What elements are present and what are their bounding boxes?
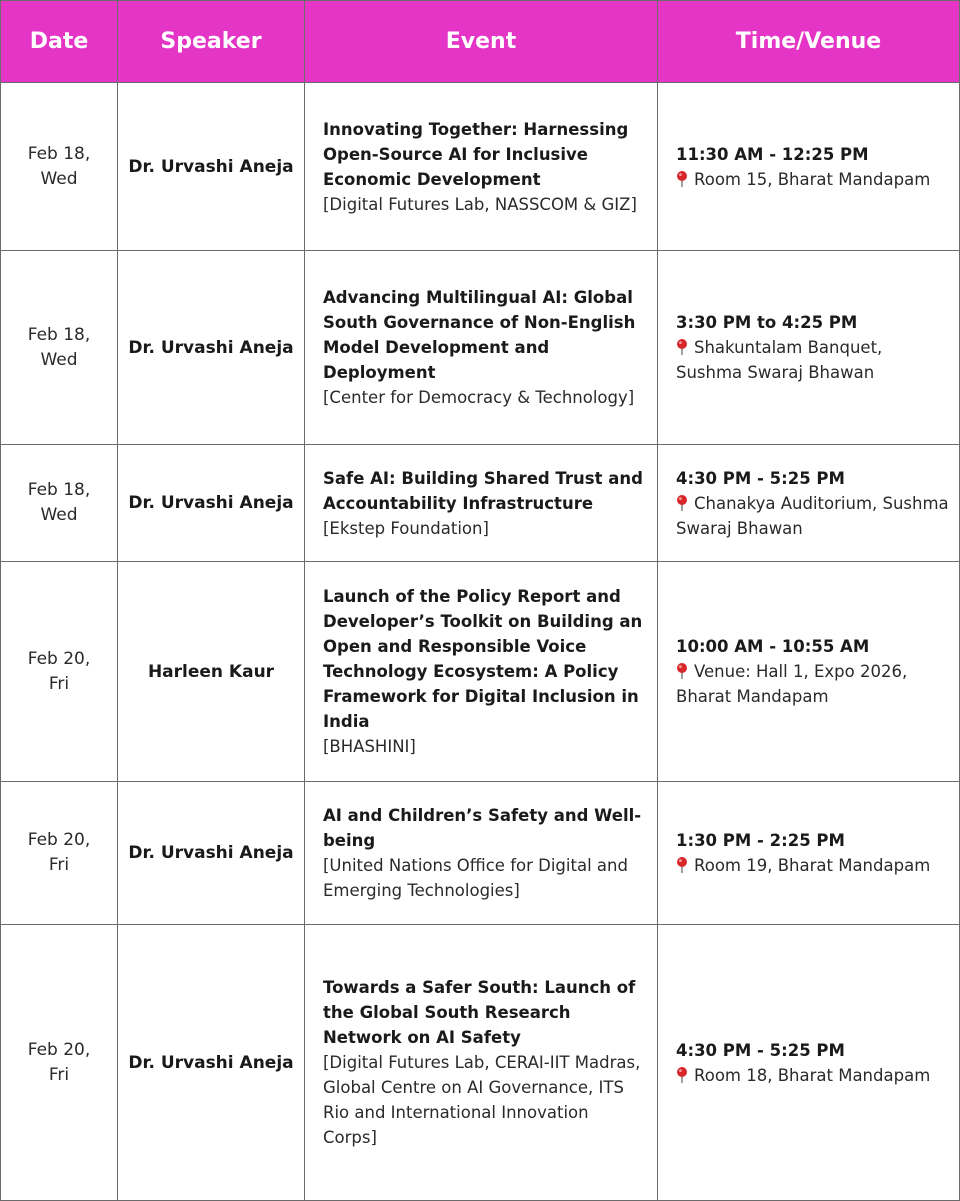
event-venue — [676, 1063, 949, 1088]
time-venue-cell — [658, 925, 960, 1201]
date-cell — [1, 251, 118, 445]
event-time: 10:00 AM - 10:55 AM — [676, 637, 870, 656]
event-venue — [676, 659, 949, 709]
header-date: Date — [1, 1, 118, 83]
event-title: AI and Children’s Safety and Well-being — [323, 806, 642, 850]
pin-icon — [676, 339, 688, 355]
event-venue — [676, 335, 949, 385]
event-venue — [676, 853, 949, 878]
speaker-cell: Dr. Urvashi Aneja — [118, 782, 305, 925]
event-organizer: [Ekstep Foundation] — [323, 518, 489, 538]
date-text: Feb 18, — [27, 143, 91, 164]
event-title: Safe AI: Building Shared Trust and Accountability Infrastructure — [323, 468, 643, 513]
venue-text: Shakuntalam Banquet, Sushma Swaraj Bhawan — [676, 338, 883, 382]
event-cell — [305, 445, 658, 562]
event-cell — [305, 562, 658, 782]
table-row — [1, 83, 960, 251]
weekday-text: Fri — [48, 673, 70, 694]
header-speaker: Speaker — [118, 1, 305, 83]
venue-text: Room 18, Bharat Mandapam — [694, 1065, 931, 1085]
speaker-cell: Dr. Urvashi Aneja — [118, 251, 305, 445]
time-venue-cell — [658, 445, 960, 562]
date-text: Feb 18, — [27, 480, 91, 500]
date-text: Feb 20, — [27, 1039, 91, 1060]
weekday-text: Fri — [48, 1064, 70, 1085]
pin-icon — [676, 1067, 688, 1083]
event-organizer: [United Nations Office for Digital and Emerging Technologies] — [323, 856, 628, 900]
time-venue-cell — [658, 782, 960, 925]
speaker-cell: Harleen Kaur — [118, 562, 305, 782]
event-venue — [676, 167, 949, 192]
event-organizer: [Digital Futures Lab, NASSCOM & GIZ] — [323, 194, 637, 214]
table-row — [1, 782, 960, 925]
speaker-cell: Dr. Urvashi Aneja — [118, 925, 305, 1201]
weekday-text: Wed — [40, 505, 78, 525]
speaker-cell: Dr. Urvashi Aneja — [118, 445, 305, 562]
speaker-cell: Dr. Urvashi Aneja — [118, 83, 305, 251]
pin-icon — [676, 663, 688, 679]
header-row — [1, 1, 960, 83]
header-event: Event — [305, 1, 658, 83]
weekday-text: Fri — [48, 855, 70, 875]
table-row — [1, 925, 960, 1201]
event-time: 11:30 AM - 12:25 PM — [676, 144, 869, 164]
event-time: 1:30 PM - 2:25 PM — [676, 831, 845, 850]
event-cell — [305, 782, 658, 925]
table-row — [1, 445, 960, 562]
time-venue-cell — [658, 251, 960, 445]
date-cell — [1, 562, 118, 782]
table-header — [1, 1, 960, 83]
event-title: Advancing Multilingual AI: Global South Governance of Non-English Model Development and Deployment — [323, 288, 636, 382]
event-time: 4:30 PM - 5:25 PM — [676, 1040, 845, 1060]
event-title: Launch of the Policy Report and Developer’s Toolkit on Building an Open and Responsible Voice Technology Ecosystem: A Policy Framework for Digital Inclusion in India — [323, 587, 643, 731]
event-time: 4:30 PM - 5:25 PM — [676, 468, 845, 488]
event-organizer: [BHASHINI] — [323, 737, 416, 756]
event-cell — [305, 925, 658, 1201]
event-cell — [305, 251, 658, 445]
table-row — [1, 562, 960, 782]
event-organizer: [Digital Futures Lab, CERAI-IIT Madras, Global Centre on AI Governance, ITS Rio and International Innovation Corps] — [323, 1053, 641, 1147]
venue-text: Chanakya Auditorium, Sushma Swaraj Bhawan — [676, 493, 949, 538]
pin-icon — [676, 495, 688, 511]
date-cell — [1, 83, 118, 251]
event-organizer: [Center for Democracy & Technology] — [323, 388, 635, 407]
header-time-venue: Time/Venue — [658, 1, 960, 83]
time-venue-cell — [658, 83, 960, 251]
date-cell — [1, 925, 118, 1201]
date-text: Feb 20, — [27, 648, 91, 669]
venue-text: Venue: Hall 1, Expo 2026, Bharat Mandapam — [676, 662, 908, 706]
pin-icon — [676, 171, 688, 187]
venue-text: Room 15, Bharat Mandapam — [694, 169, 931, 189]
date-text: Feb 18, — [27, 324, 91, 345]
weekday-text: Wed — [40, 349, 78, 370]
time-venue-cell — [658, 562, 960, 782]
weekday-text: Wed — [40, 168, 78, 189]
table-row — [1, 251, 960, 445]
event-title: Towards a Safer South: Launch of the Global South Research Network on AI Safety — [323, 978, 636, 1047]
event-venue — [676, 491, 949, 541]
event-cell — [305, 83, 658, 251]
pin-icon — [676, 857, 688, 873]
date-cell — [1, 782, 118, 925]
date-text: Feb 20, — [27, 830, 91, 850]
event-time: 3:30 PM to 4:25 PM — [676, 313, 858, 332]
venue-text: Room 19, Bharat Mandapam — [694, 856, 931, 875]
date-cell — [1, 445, 118, 562]
table-body — [1, 83, 960, 1201]
event-title: Innovating Together: Harnessing Open-Source AI for Inclusive Economic Development — [323, 119, 629, 189]
